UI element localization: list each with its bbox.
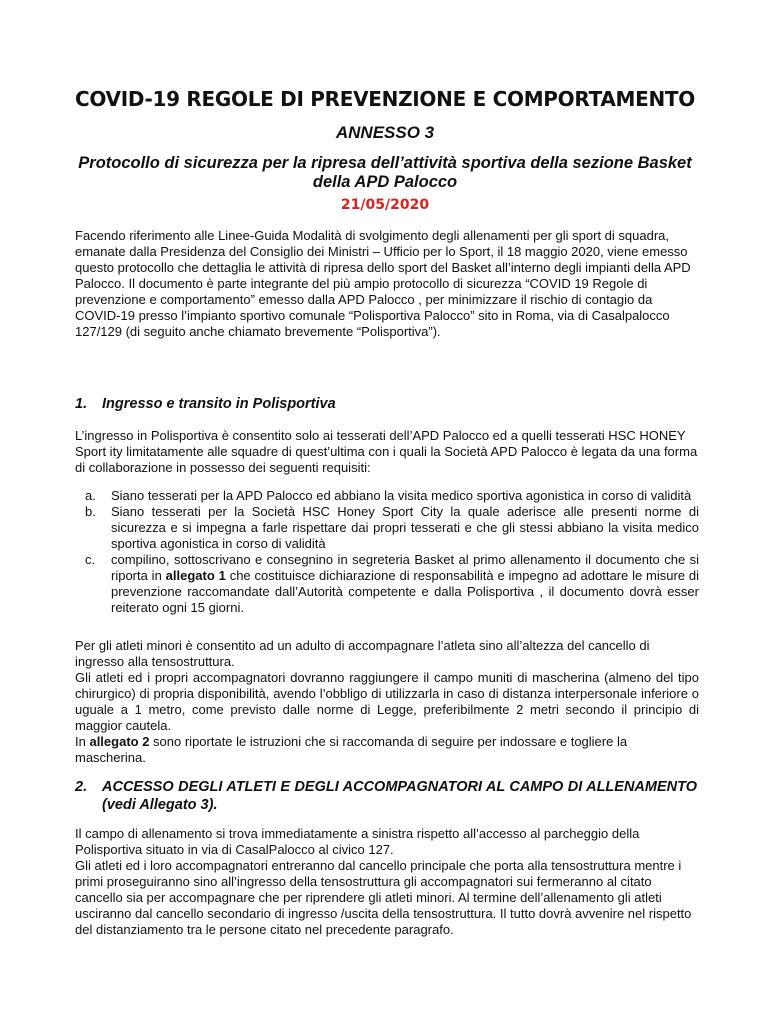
allegato-2-after: sono riportate le istruzioni che si raccomanda di seguire per indossare e togliere la mascherina. [75,734,628,765]
intro-paragraph: Facendo riferimento alle Linee-Guida Modalità di svolgimento degli allenamenti per gli sport di squadra, emanate dalla Presidenza del Consiglio dei Ministri – Ufficio per lo Sport, il 18 maggio 2020, viene emesso questo protocollo che dettaglia le attività di ripresa dello sport del Basket all’interno degli impianti della APD Palocco. Il documento è parte integrante del più ampio protocollo di sicurezza “COVID 19 Regole di prevenzione e comportamento” emesso dalla APD Palocco , per minimizzare il rischio di contagio da COVID-19 presso l’impianto sportivo comunale “Polisportiva Palocco” sito in Roma, via di Casalpalocco 127/129 (di seguito anche chiamato brevemente “Polisportiva”). [75,228,691,339]
section-2-title: ACCESSO DEGLI ATLETI E DEGLI ACCOMPAGNATORI AL CAMPO DI ALLENAMENTO (vedi Allegato 3). [102,779,697,813]
list-item [75,504,699,552]
allegato-2-reference: allegato 2 [89,734,150,749]
section-1-intro: L’ingresso in Polisportiva è consentito solo ai tesserati dell’APD Palocco ed a quelli tesserati HSC HONEY Sport ity limitatamente alle squadre di quest’ultima con i quali la Società APD Palocco è legata da una forma di collaborazione in possesso dei seguenti requisiti: [75,428,698,475]
section-2-number: 2. [75,779,88,795]
list-marker: a. [85,488,96,503]
list-marker: b. [85,504,96,519]
document-subtitle: Protocollo di sicurezza per la ripresa dell’attività sportiva della sezione Basket della APD Palocco [78,154,692,191]
list-item-text: Siano tesserati per la APD Palocco ed abbiano la visita medico sportiva agonistica in corso di validità [111,488,692,503]
allegato-1-reference: allegato 1 [165,568,226,583]
annex-label: ANNESSO 3 [335,123,435,142]
list-item [75,488,699,504]
field-location-paragraph: Il campo di allenamento si trova immediatamente a sinistra rispetto all’accesso al parcheggio della Polisportiva situato in via di CasalPalocco al civico 127. [75,826,640,857]
list-item [75,552,699,616]
entry-paragraph: Gli atleti ed i loro accompagnatori entreranno dal cancello principale che porta alla tensostruttura mentre i primi proseguiranno sino all’ingresso della tensostruttura gli accompagnatori sui fermeranno al citato cancello sia per accompagnare che per riprendere gli atleti minori. Al termine dell’allenamento gli atleti usciranno dal cancello secondario di ingresso /uscita della tensostruttura. Il tutto dovrà avvenire nel rispetto del distanziamento tra le persone citato nel precedente paragrafo. [75,858,692,937]
allegato-2-paragraph [75,734,699,766]
allegato-2-before: In [75,734,90,749]
list-item-text-after: che costituisce dichiarazione di responsabilità e impegno ad adottare le misure di prevenzione raccomandate dall’Autorità competente e dalla Polisportiva , il documento dovrà esser reiterato ogni 15 giorni. [111,568,700,615]
list-item-text: Siano tesserati per la Società HSC Honey Sport City la quale aderisce alle presenti norme di sicurezza e si impegna a farle rispettare dai propri tesserati e che gli stessi abbiano la visita medico sportiva agonistica in corso di validità [111,504,699,551]
minors-paragraph: Per gli atleti minori è consentito ad un adulto di accompagnare l’atleta sino all’altezza del cancello di ingresso alla tensostruttura. [75,638,650,669]
mask-paragraph: Gli atleti ed i propri accompagnatori dovranno raggiungere il campo muniti di mascherina (almeno del tipo chirurgico) di propria disponibilità, avendo l’obbligo di utilizzarla in caso di distanza interpersonale inferiore o uguale a 1 metro, come previsto dalle norme di Legge, preferibilmente 2 metri secondo il principio di maggior cautela. [75,670,699,733]
requirements-list [75,488,699,616]
section-1-number: 1. [75,396,88,412]
document-date: 21/05/2020 [340,197,430,213]
list-item-text-before: compilino, sottoscrivano e consegnino in segreteria Basket al primo allenamento il documento che si riporta in [111,552,699,583]
list-marker: c. [85,552,96,567]
section-1-title: Ingresso e transito in Polisportiva [102,396,336,412]
document-title: COVID-19 REGOLE DI PREVENZIONE E COMPORTAMENTO [75,87,695,111]
